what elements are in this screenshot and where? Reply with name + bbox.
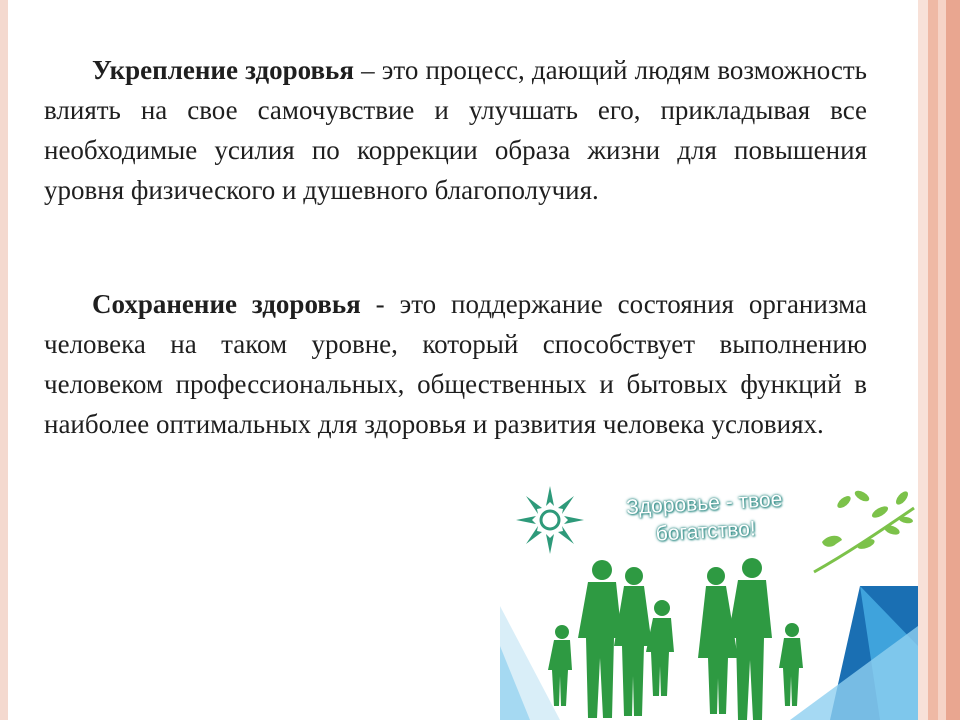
branch-with-bird-icon xyxy=(806,484,920,576)
sun-logo-icon xyxy=(514,484,586,556)
family-silhouettes-image xyxy=(540,556,820,720)
slide-left-border xyxy=(0,0,8,720)
slogan-line-2: богатство! xyxy=(655,517,757,546)
term-health-promotion: Укрепление здоровья xyxy=(92,55,354,85)
definition-text: – это процесс, дающий людям возможность влиять на свое самочувствие и улучшать его, прикладывая все необходимые усилия по коррекции образа жизни для повышения уровня физического и душевного благополучия. xyxy=(44,55,867,205)
definition-text: - это поддержание состояния организма человека на таком уровне, который способствует выполнению человеком профессиональных, общественных и бытовых функций в наиболее оптимальных для здоровья и развития человека условиях. xyxy=(44,289,868,439)
definition-health-preservation xyxy=(44,284,867,444)
definition-health-promotion xyxy=(44,50,867,210)
term-health-preservation: Сохранение здоровья xyxy=(92,289,361,319)
slogan-line-1: Здоровье - твое xyxy=(625,487,783,520)
slogan xyxy=(589,484,822,552)
slide-right-border xyxy=(918,0,960,720)
